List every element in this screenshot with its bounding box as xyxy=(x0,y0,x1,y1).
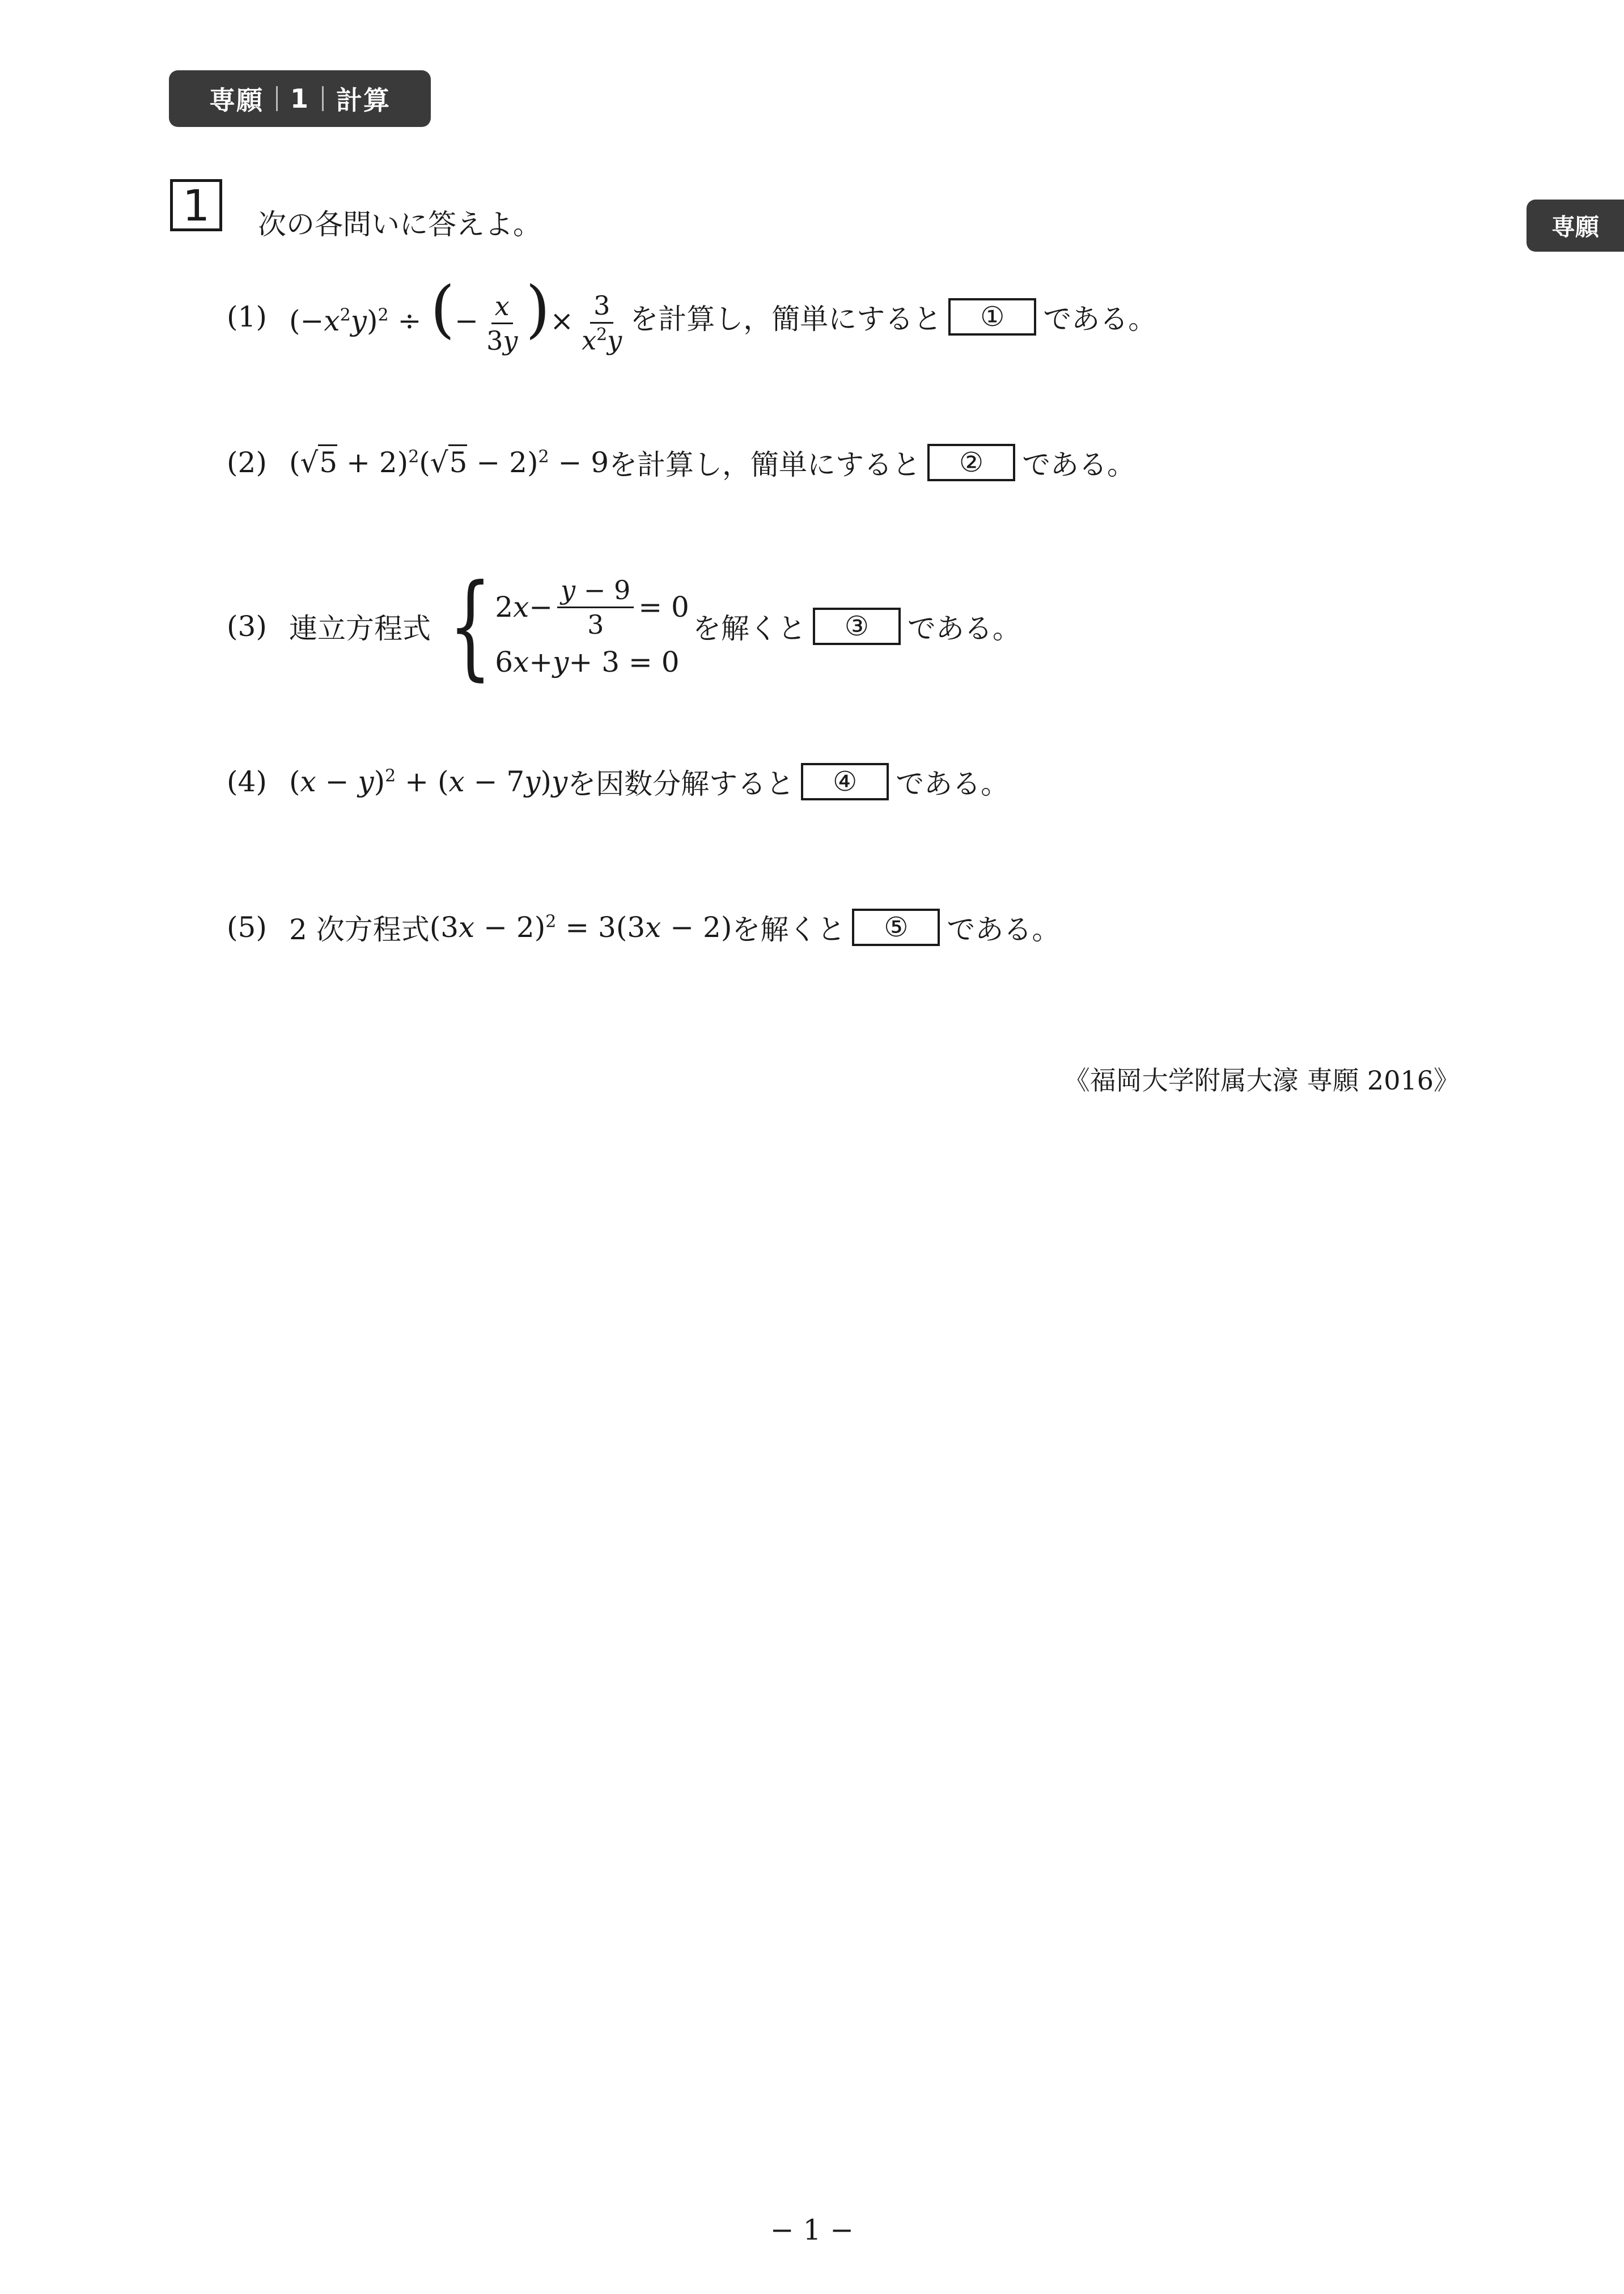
item-end: である。 xyxy=(1043,302,1157,336)
header-topic: 計算 xyxy=(336,85,391,116)
answer-box: ⑤ xyxy=(852,909,940,946)
math-expression: $(-x^2y)^2$ ÷ (− $\frac{x}{3y}$ )× $\frac{3}{x^2y}$ xyxy=(289,273,622,356)
problem-item-5 xyxy=(227,907,1060,948)
item-suffix: を計算し，簡単にすると xyxy=(609,448,921,481)
math-expression: $(x - y)^2 + (x - 7y)y$ xyxy=(289,765,568,798)
item-label: (5) xyxy=(227,911,267,944)
section-header-tag xyxy=(169,70,431,127)
problem-item-4 xyxy=(227,761,1009,802)
item-end: である。 xyxy=(907,612,1021,645)
item-prefix: 連立方程式 xyxy=(289,612,431,645)
source-citation: 《福岡大学附属大濠 専願 2016》 xyxy=(1063,1065,1460,1096)
item-label: (3) xyxy=(227,610,267,643)
item-label: (2) xyxy=(227,446,267,479)
answer-box: ③ xyxy=(813,608,901,645)
item-prefix: 2 次方程式 xyxy=(289,913,430,946)
side-tab: 専願 xyxy=(1527,200,1624,252)
answer-box: ② xyxy=(927,444,1015,481)
problem-item-1 xyxy=(227,273,1157,356)
math-expression: $(3x - 2)^2 = 3(3x - 2)$ xyxy=(429,911,732,944)
item-suffix: を解くと xyxy=(692,612,806,645)
item-suffix: を解くと xyxy=(732,913,846,946)
item-suffix: を計算し，簡単にすると xyxy=(630,302,942,336)
question-instruction: 次の各問いに答えよ。 xyxy=(258,208,541,241)
header-separator xyxy=(276,86,278,111)
item-end: である。 xyxy=(1022,448,1136,481)
page-number: − 1 − xyxy=(770,2214,854,2246)
item-label: (4) xyxy=(227,765,267,798)
problem-item-2 xyxy=(227,442,1135,483)
header-number: 1 xyxy=(290,83,309,114)
answer-box: ④ xyxy=(801,763,889,800)
math-expression: $(√5 + 2)^2(√5 - 2)^2 - 9$ xyxy=(289,446,609,479)
header-separator xyxy=(322,86,324,111)
problem-item-3 xyxy=(227,560,1021,692)
equation-system: { 2 x − $\frac{y - 9}{3}$ = 0 6 x + y + 3 = 0 xyxy=(448,560,689,692)
item-label: (1) xyxy=(227,300,267,333)
question-number: 1 xyxy=(170,179,222,231)
item-end: である。 xyxy=(947,913,1061,946)
header-category: 専願 xyxy=(209,85,264,116)
answer-box: ① xyxy=(948,298,1036,336)
item-end: である。 xyxy=(896,768,1010,800)
item-suffix: を因数分解すると xyxy=(567,768,795,800)
